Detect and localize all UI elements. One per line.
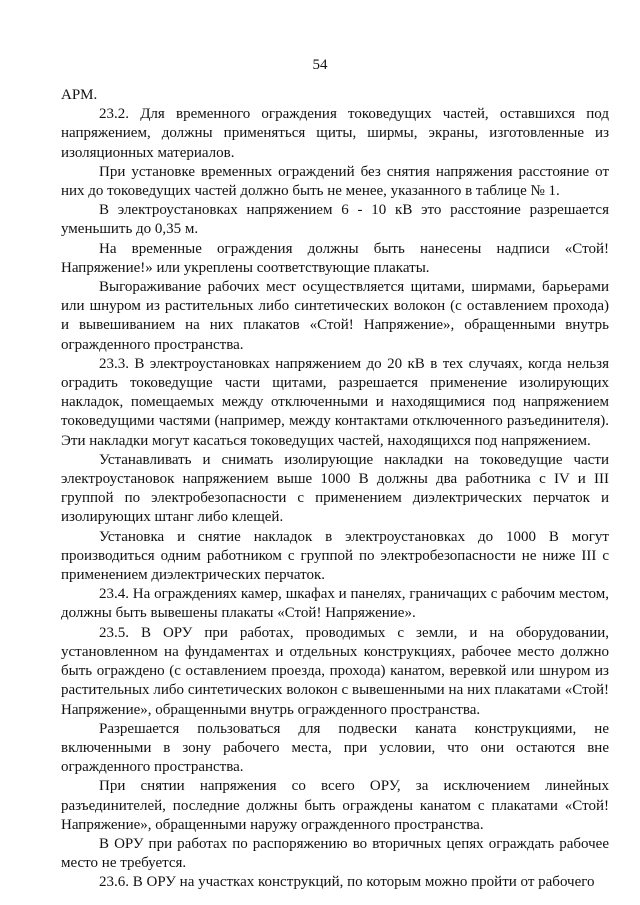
paragraph: АРМ.	[61, 87, 98, 103]
paragraph: Разрешается пользоваться для подвески каната конструкциями, не включенными в зону рабочего места, при условии, что они остаются вне огражденного пространства.	[61, 720, 609, 776]
paragraph: В ОРУ при работах по распоряжению во вторичных цепях ограждать рабочее место не требуется.	[61, 835, 609, 872]
paragraph: 23.3. В электроустановках напряжением до 20 кВ в тех случаях, когда нельзя оградить токоведущие части щитами, разрешается применение изолирующих накладок, помещаемых между отключенными и находящимися под напряжением токоведущими частями (например, между контактами отключенного разъединителя). Эти накладки могут касаться токоведущих частей, находящихся под напряжением.	[61, 355, 609, 449]
paragraph: Устанавливать и снимать изолирующие накладки на токоведущие части электроустановок напряжением выше 1000 В должны два работника с IV и III группой по электробезопасности с применением диэлектрических перчаток и изолирующих штанг либо клещей.	[61, 451, 609, 526]
paragraph: При снятии напряжения со всего ОРУ, за исключением линейных разъединителей, последние должны быть ограждены канатом с плакатами «Стой! Напряжение», обращенными наружу огражденного пространства.	[61, 778, 609, 833]
paragraph: 23.6. В ОРУ на участках конструкций, по которым можно пройти от рабочего	[99, 874, 595, 891]
paragraph: 23.5. В ОРУ при работах, проводимых с земли, и на оборудовании, установленном на фундаментах и отдельных конструкциях, рабочее место должно быть ограждено (с оставлением проезда, прохода) канатом, веревкой или шнуром из растительных либо синтетических волокон с вывешенными на них плакатами «Стой! Напряжение», обращенными внутрь огражденного пространства.	[61, 624, 609, 718]
paragraph: Выгораживание рабочих мест осуществляется щитами, ширмами, барьерами или шнуром из растительных либо синтетических волокон (с оставлением прохода) и вывешиванием на них плакатов «Стой! Напряжение», обращенными внутрь огражденного пространства.	[61, 279, 609, 353]
paragraph: 23.4. На ограждениях камер, шкафах и панелях, граничащих с рабочим местом, должны быть вывешены плакаты «Стой! Напряжение».	[61, 586, 609, 622]
paragraph: Установка и снятие накладок в электроустановках до 1000 В могут производиться одним работником с группой по электробезопасности не ниже III с применением диэлектрических перчаток.	[61, 528, 609, 584]
paragraph: 23.2. Для временного ограждения токоведущих частей, оставшихся под напряжением, должны применяться щиты, ширмы, экраны, изготовленные из изоляционных материалов.	[61, 106, 609, 161]
page-number: 54	[312, 57, 328, 73]
document-body	[61, 86, 609, 893]
paragraph: В электроустановках напряжением 6 - 10 кВ это расстояние разрешается уменьшить до 0,35 м.	[61, 202, 609, 238]
paragraph: При установке временных ограждений без снятия напряжения расстояние от них до токоведущих частей должно быть не менее, указанного в таблице № 1.	[61, 163, 609, 200]
paragraph: На временные ограждения должны быть нанесены надписи «Стой! Напряжение!» или укреплены соответствующие плакаты.	[61, 240, 609, 276]
